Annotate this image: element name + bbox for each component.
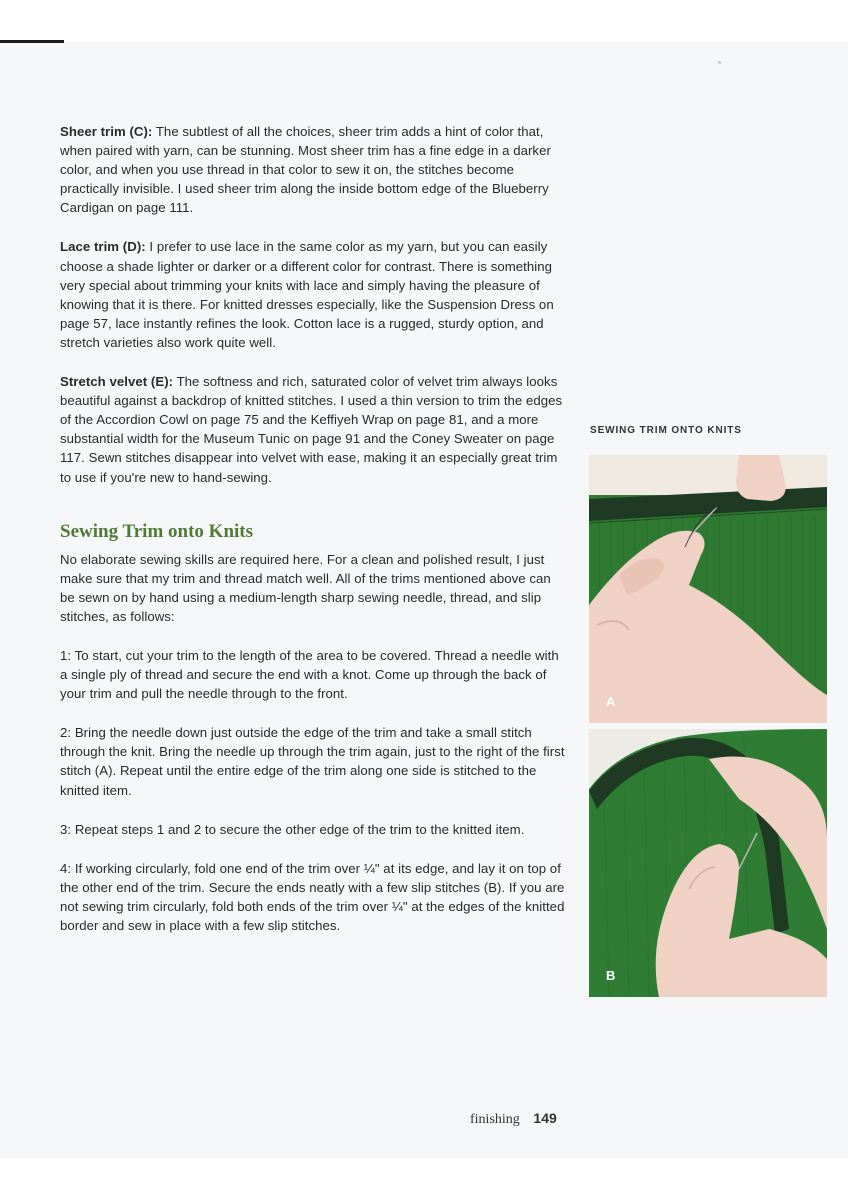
step-number: 3: [60,821,72,837]
photo-a-illustration [589,455,827,723]
step-text: Repeat steps 1 and 2 to secure the other edge of the trim to the knitted item. [74,821,525,837]
photo-a-sewing-trim [589,455,827,723]
page-number: 149 [533,1110,557,1126]
step-text: If working circularly, fold one end of the trim over ¼" at its edge, and lay it on top of the other end of the trim. Secure the ends neatly with a few slip stitches (B). If you are not sewing trim circularly, fold both ends of the trim over ¼" at the edges of the knitted border and sew in place with a few slip stitches. [60,860,565,933]
page-footer [470,1110,557,1128]
term-lace-trim: Lace trim (D): [60,239,146,255]
main-text-column [60,122,565,955]
step-text: To start, cut your trim to the length of the area to be covered. Thread a needle with a single ply of thread and secure the end with a knot. Come up through the back of your trim and pull the needle through to the front. [60,647,559,702]
step-4 [60,859,565,935]
photo-b-label: B [606,968,616,983]
sidebar-caption: SEWING TRIM ONTO KNITS [590,425,742,436]
photo-b-sewing-trim [589,729,827,997]
step-number: 2: [60,725,72,741]
step-1 [60,646,565,703]
step-text: Bring the needle down just outside the edge of the trim and take a small stitch through the knit. Bring the needle up through the trim again, just to the right of the first stitch (A). Repeat until the entire edge of the trim along one side is stitched to the knitted item. [60,725,565,798]
section-heading: Sewing Trim onto Knits [60,520,254,542]
step-number: 4: [60,860,72,876]
paragraph-stretch-velvet [60,372,565,487]
text-lace-trim: I prefer to use lace in the same color as my yarn, but you can easily choose a shade lighter or darker or a different color for contrast. There is something very special about trimming your knits with lace and simply having the pleasure of knowing that it is there. For knitted dresses especially, like the Suspension Dress on page 57, lace instantly refines the look. Cotton lace is a rugged, sturdy option, and stretch varieties also work quite well. [60,239,554,350]
text-sheer-trim: The subtlest of all the choices, sheer trim adds a hint of color that, when paired with yarn, can be stunning. Most sheer trim has a fine edge in a darker color, and when you use thread in that color to sew it on, the stitches become practically invisible. I used sheer trim along the inside bottom edge of the Blueberry Cardigan on page 111. [60,124,551,216]
term-stretch-velvet: Stretch velvet (E): [60,374,174,390]
section-intro: No elaborate sewing skills are required here. For a clean and polished result, I just make sure that my trim and thread match well. All of the trims mentioned above can be sewn on by hand using a medium-length sharp sewing needle, thread, and slip stitches, as follows: [60,551,551,624]
step-2 [60,723,565,799]
photo-b-illustration [589,729,827,997]
text-stretch-velvet: The softness and rich, saturated color of velvet trim always looks beautiful against a backdrop of knitted stitches. I used a thin version to trim the edges of the Accordion Cowl on page 75 and the Keffiyeh Wrap on page 81, and a more substantial width for the Museum Tunic on page 91 and the Coney Sweater on page 117. Sewn stitches disappear into velvet with ease, making it an especially great trim to use if you're new to hand-sewing. [60,374,563,485]
scan-speck [718,61,721,64]
photo-a-label: A [606,694,616,709]
step-3 [60,820,565,839]
scan-edge-mark [0,40,64,43]
footer-section-name: finishing [470,1112,520,1127]
term-sheer-trim: Sheer trim (C): [60,124,153,139]
step-number: 1: [60,647,72,663]
paragraph-lace-trim [60,237,565,352]
paragraph-sheer-trim [60,122,565,217]
